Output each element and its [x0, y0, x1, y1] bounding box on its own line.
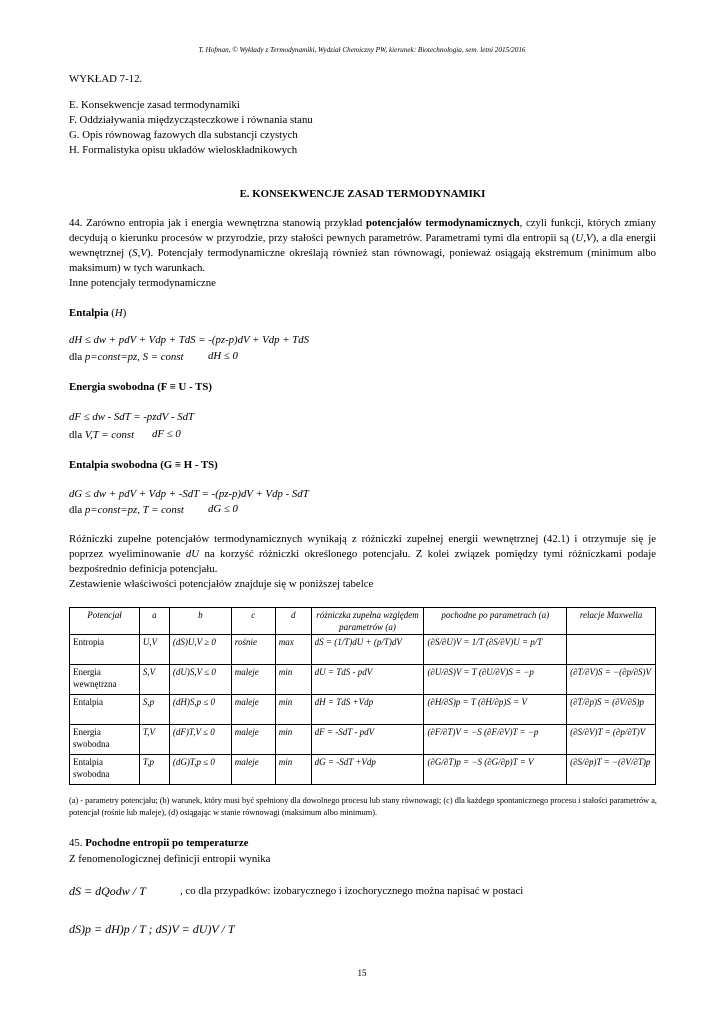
- toc-item: F. Oddziaływania międzycząsteczkowe i równania stanu: [69, 114, 313, 126]
- energia-swobodna-condition: dla V,T = const: [69, 429, 135, 441]
- table-cell: dF = -SdT - pdV: [311, 725, 424, 755]
- table-footnote: (a) - parametry potencjału; (b) warunek, który musi być spełniony dla dowolnego procesu lub stany równowagi; (c) dla każdego spontanicznego procesu i stałości parametrów a, potencjał (rośnie lub maleje), (d) osiągając w stanie równowagi (maksimum albo minimum).: [69, 796, 657, 817]
- table-cell: maleje: [231, 695, 275, 725]
- entalpia-swobodna-equation: dG ≤ dw + pdV + Vdp + -SdT = -(pz-p)dV + Vdp - SdT: [69, 488, 309, 500]
- paragraph-rozniczki: Różniczki zupełne potencjałów termodynamicznych wynikają z różniczki zupełnej energii wewnętrznej (42.1) i otrzymuje się je poprzez wyeliminowanie dU na korzyść różniczki określonego potencjału. Z kolei związek pomiędzy tymi różniczkami podaje bezpośrednio definicja potencjału. Zestawienie właściwości potencjałów znajduje się w poniższej tabelce: [69, 533, 657, 590]
- table-header-cell: b: [169, 608, 231, 635]
- table-cell: min: [275, 695, 311, 725]
- table-cell: (∂T/∂p)S = (∂V/∂S)p: [567, 695, 656, 725]
- entropy-definition-text: , co dla przypadków: izobarycznego i izochorycznego można napisać w postaci: [180, 885, 524, 897]
- table-cell: min: [275, 725, 311, 755]
- section-45-title: 45. Pochodne entropii po temperaturze: [69, 837, 249, 849]
- table-cell: maleje: [231, 665, 275, 695]
- energia-swobodna-result: dF ≤ 0: [152, 428, 181, 440]
- page-header: T. Hofman, © Wykłady z Termodynamiki, Wydział Chemiczny PW, kierunek: Biotechnologia, sem. letni 2015/2016: [198, 46, 526, 54]
- table-cell: (dH)S,p ≤ 0: [169, 695, 231, 725]
- table-cell: U,V: [139, 635, 169, 665]
- toc-item: E. Konsekwencje zasad termodynamiki: [69, 99, 240, 111]
- energia-swobodna-title: Energia swobodna (F ≡ U - TS): [69, 381, 212, 393]
- table-cell: Energia swobodna: [70, 725, 140, 755]
- table-cell: Energia wewnętrzna: [70, 665, 140, 695]
- table-header-cell: Potencjał: [70, 608, 140, 635]
- table-cell: maleje: [231, 725, 275, 755]
- entropy-definition-equation: dS = dQodw / T: [69, 884, 146, 898]
- table-cell: (∂S/∂U)V = 1/T (∂S/∂V)U = p/T: [424, 635, 567, 665]
- table-header-cell: c: [231, 608, 275, 635]
- table-cell: (dF)T,V ≤ 0: [169, 725, 231, 755]
- table-cell: dG = -SdT +Vdp: [311, 755, 424, 785]
- table-cell: max: [275, 635, 311, 665]
- section-45-intro: Z fenomenologicznej definicji entropii wynika: [69, 853, 271, 865]
- table-cell: (∂H/∂S)p = T (∂H/∂p)S = V: [424, 695, 567, 725]
- table-cell: (∂G/∂T)p = −S (∂G/∂p)T = V: [424, 755, 567, 785]
- table-cell: dU = TdS - pdV: [311, 665, 424, 695]
- table-row: [70, 695, 656, 725]
- table-cell: dS = (1/T)dU + (p/T)dV: [311, 635, 424, 665]
- toc-item: G. Opis równowag fazowych dla substancji czystych: [69, 129, 298, 141]
- table-cell: (∂S/∂V)T = (∂p/∂T)V: [567, 725, 656, 755]
- table-cell: (dU)S,V ≤ 0: [169, 665, 231, 695]
- table-cell: Entalpia: [70, 695, 140, 725]
- table-cell: (∂F/∂T)V = −S (∂F/∂V)T = −p: [424, 725, 567, 755]
- table-cell: S,p: [139, 695, 169, 725]
- entalpia-swobodna-title: Entalpia swobodna (G ≡ H - TS): [69, 459, 218, 471]
- table-cell: Entropia: [70, 635, 140, 665]
- table-cell: [567, 635, 656, 665]
- table-header-row: [70, 608, 656, 635]
- energia-swobodna-equation: dF ≤ dw - SdT = -pzdV - SdT: [69, 411, 194, 423]
- paragraph-44: 44. Zarówno entropia jak i energia wewnętrzna stanowią przykład potencjałów termodynamicznych, czyli funkcji, których zmiany decydują o kierunku procesów w przyrodzie, przy stałości pewnych parametrów. Parametrami tymi dla entropii są (U,V), a dla energii wewnętrznej (S,V). Potencjały termodynamiczne określają również stan równowagi, ponieważ osiągają ekstremum (minimum albo maksimum) w tych warunkach. Inne potencjały termodynamiczne: [69, 217, 656, 289]
- table-cell: Entalpia swobodna: [70, 755, 140, 785]
- table-row: [70, 635, 656, 665]
- table-cell: min: [275, 755, 311, 785]
- table-header-cell: d: [275, 608, 311, 635]
- table-row: [70, 665, 656, 695]
- entalpia-swobodna-result: dG ≤ 0: [208, 503, 238, 515]
- table-header-cell: różniczka zupełna względem parametrów (a): [311, 608, 424, 635]
- toc-item: H. Formalistyka opisu układów wieloskładnikowych: [69, 144, 298, 156]
- table-cell: (∂S/∂p)T = −(∂V/∂T)p: [567, 755, 656, 785]
- table-cell: min: [275, 665, 311, 695]
- table-cell: (∂T/∂V)S = −(∂p/∂S)V: [567, 665, 656, 695]
- table-cell: rośnie: [231, 635, 275, 665]
- section-title: E. KONSEKWENCJE ZASAD TERMODYNAMIKI: [239, 188, 486, 200]
- page-number: 15: [357, 968, 367, 978]
- table-cell: S,V: [139, 665, 169, 695]
- entalpia-equation: dH ≤ dw + pdV + Vdp + TdS = -(pz-p)dV + Vdp + TdS: [69, 334, 309, 346]
- table-cell: T,V: [139, 725, 169, 755]
- table-header-cell: a: [139, 608, 169, 635]
- table-row: [70, 755, 656, 785]
- table-row: [70, 725, 656, 755]
- lecture-title: WYKŁAD 7-12.: [69, 73, 143, 85]
- entalpia-condition: dla p=const=pz, S = const: [69, 351, 184, 363]
- entalpia-title: Entalpia (H): [69, 307, 127, 319]
- table-cell: (dS)U,V ≥ 0: [169, 635, 231, 665]
- entalpia-swobodna-condition: dla p=const=pz, T = const: [69, 504, 184, 516]
- table-cell: T,p: [139, 755, 169, 785]
- table-header-cell: relacje Maxwella: [567, 608, 656, 635]
- table-cell: dH = TdS +Vdp: [311, 695, 424, 725]
- entalpia-result: dH ≤ 0: [208, 350, 238, 362]
- table-cell: (∂U/∂S)V = T (∂U/∂V)S = −p: [424, 665, 567, 695]
- entropy-derivative-equations: dS)p = dH)p / T ; dS)V = dU)V / T: [69, 922, 235, 936]
- potentials-table: [69, 607, 656, 785]
- table-cell: (dG)T,p ≤ 0: [169, 755, 231, 785]
- table-header-cell: pochodne po parametrach (a): [424, 608, 567, 635]
- table-cell: maleje: [231, 755, 275, 785]
